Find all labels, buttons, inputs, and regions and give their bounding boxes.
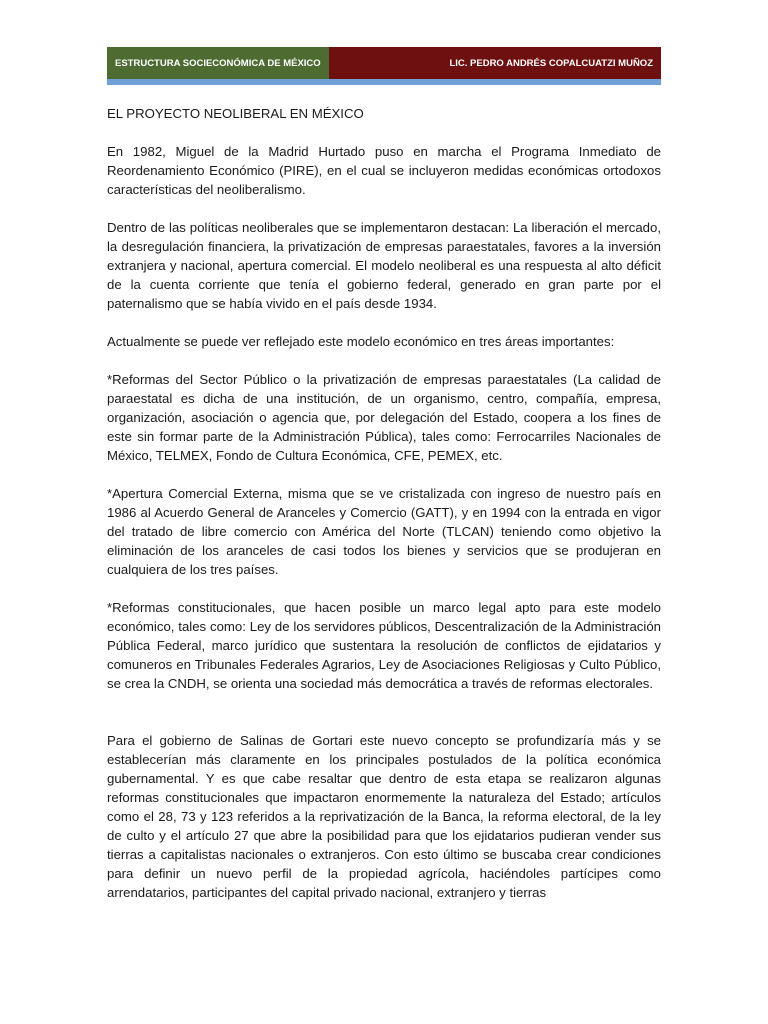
paragraph-5: *Apertura Comercial Externa, misma que se ve cristalizada con ingreso de nuestro país en 1986 al Acuerdo General de Aranceles y Comercio (GATT), y en 1994 con la entrada en vigor del tratado de libre comercio con América del Norte (TLCAN) teniendo como objetivo la eliminación de los aranceles de casi todos los bienes y servicios que se produjeran en cualquiera de los tres países. [107,486,661,577]
page-header [107,47,661,79]
document-title: EL PROYECTO NEOLIBERAL EN MÉXICO [107,106,364,121]
header-author-name: LIC. PEDRO ANDRÉS COPALCUATZI MUÑOZ [329,47,661,79]
paragraph-6: *Reformas constitucionales, que hacen posible un marco legal apto para este modelo económico, tales como: Ley de los servidores públicos, Descentralización de la Administración Pública Federal, marco jurídico que sustentara la resolución de conflictos de ejidatarios y comuneros en Tribunales Federales Agrarios, Ley de Asociaciones Religiosas y Culto Público, se crea la CNDH, se orienta una sociedad más democrática a través de reformas electorales. [107,600,661,691]
paragraph-1: En 1982, Miguel de la Madrid Hurtado puso en marcha el Programa Inmediato de Reordenamiento Económico (PIRE), en el cual se incluyeron medidas económicas ortodoxos características del neoliberalismo. [107,144,661,197]
header-divider [107,79,661,85]
paragraph-7: Para el gobierno de Salinas de Gortari este nuevo concepto se profundizaría más y se establecerían más claramente en los principales postulados de la política económica gubernamental. Y es que cabe resaltar que dentro de esta etapa se realizaron algunas reformas constitucionales que impactaron enormemente la naturaleza del Estado; artículos como el 28, 73 y 123 referidos a la reprivatización de la Banca, la reforma electoral, de la ley de culto y el artículo 27 que abre la posibilidad para que los ejidatarios pudieran vender sus tierras a capitalistas nacionales o extranjeros. Con esto último se buscaba crear condiciones para definir un nuevo perfil de la propiedad agrícola, haciéndoles partícipes como arrendatarios, participantes del capital privado nacional, extranjero y tierras [107,733,661,900]
header-course-title: ESTRUCTURA SOCIECONÓMICA DE MÉXICO [107,47,329,79]
paragraph-3: Actualmente se puede ver reflejado este modelo económico en tres áreas importantes: [107,334,615,349]
paragraph-2: Dentro de las políticas neoliberales que se implementaron destacan: La liberación el mercado, la desregulación financiera, la privatización de empresas paraestatales, favores a la inversión extranjera y nacional, apertura comercial. El modelo neoliberal es una respuesta al alto déficit de la cuenta corriente que tenía el gobierno federal, generado en gran parte por el paternalismo que se había vivido en el país desde 1934. [107,220,661,311]
document-body [107,104,661,921]
paragraph-4: *Reformas del Sector Público o la privatización de empresas paraestatales (La calidad de paraestatal es dicha de una institución, de un organismo, centro, compañía, empresa, organización, asociación o agencia que, por delegación del Estado, coopera a los fines de este sin formar parte de la Administración Pública), tales como: Ferrocarriles Nacionales de México, TELMEX, Fondo de Cultura Económica, CFE, PEMEX, etc. [107,372,661,463]
